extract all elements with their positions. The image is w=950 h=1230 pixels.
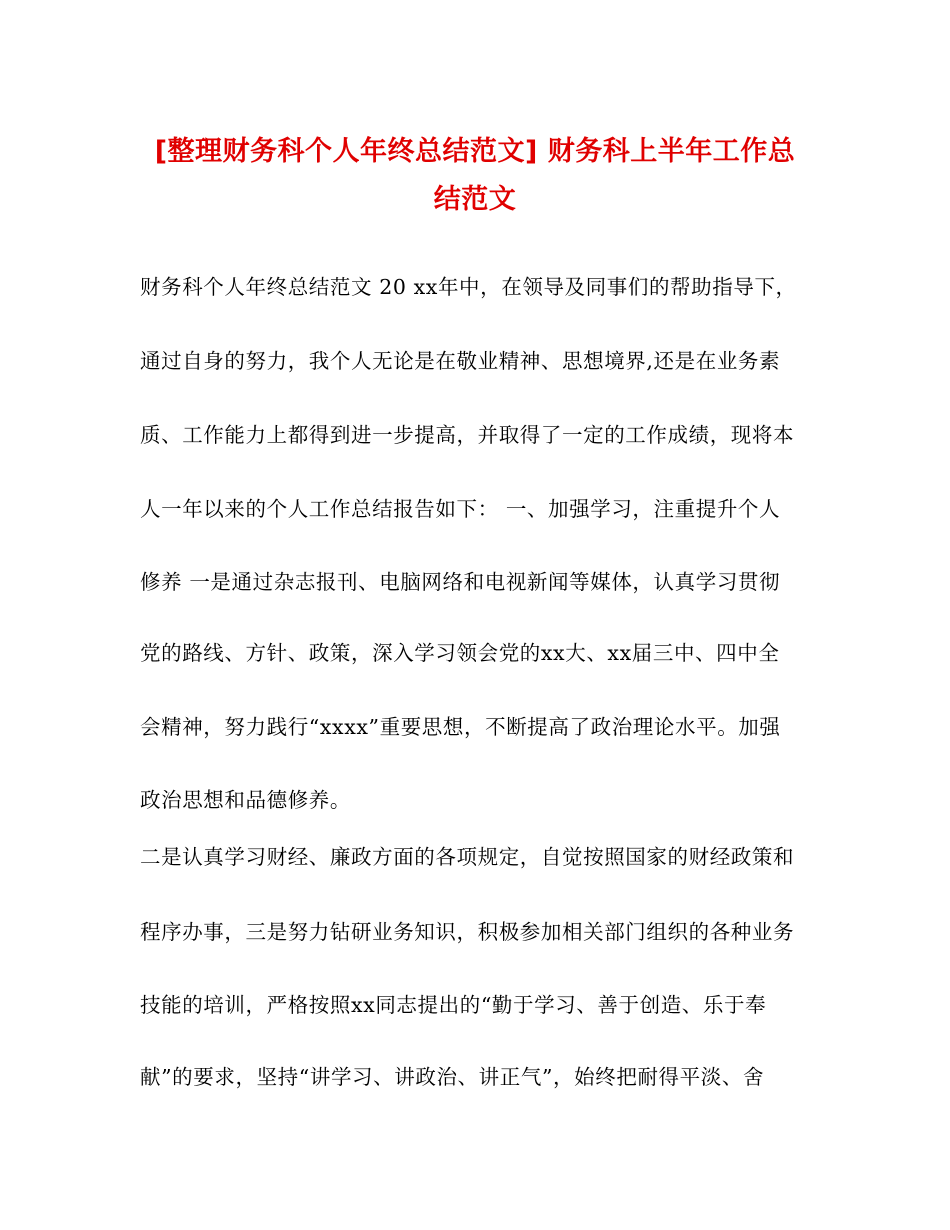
text-line: 修养 一是通过杂志报刊、电脑网络和电视新闻等媒体，认真学习贯彻: [140, 570, 781, 594]
text-line: 政治思想和品德修养。: [140, 788, 351, 812]
title-line: 结范文: [433, 184, 517, 215]
text-line: 财务科个人年终总结范文 20 xx年中，在领导及同事们的帮助指导下，: [140, 275, 797, 299]
text-line: 通过自身的努力，我个人无论是在敬业精神、思想境界,还是在业务素: [140, 349, 781, 373]
document-title: [120, 128, 830, 224]
text-line: 会精神，努力践行“xxxx”重要思想，不断提高了政治理论水平。加强: [140, 715, 781, 739]
text-line: 党的路线、方针、政策，深入学习领会党的xx大、xx届三中、四中全: [140, 641, 780, 665]
text-line: 程序办事，三是努力钻研业务知识，积极参加相关部门组织的各种业务: [140, 920, 795, 944]
text-line: 献”的要求，坚持“讲学习、讲政治、讲正气”，始终把耐得平淡、舍: [140, 1065, 765, 1089]
text-line: 质、工作能力上都得到进一步提高，并取得了一定的工作成绩，现将本: [140, 423, 795, 447]
title-line: [整理财务科个人年终总结范文] 财务科上半年工作总: [154, 136, 796, 167]
text-line: 二是认真学习财经、廉政方面的各项规定，自觉按照国家的财经政策和: [140, 845, 795, 869]
text-line: 技能的培训，严格按照xx同志提出的“勤于学习、善于创造、乐于奉: [140, 993, 767, 1017]
text-line: 人一年以来的个人工作总结报告如下： 一、加强学习，注重提升个人: [140, 497, 781, 521]
